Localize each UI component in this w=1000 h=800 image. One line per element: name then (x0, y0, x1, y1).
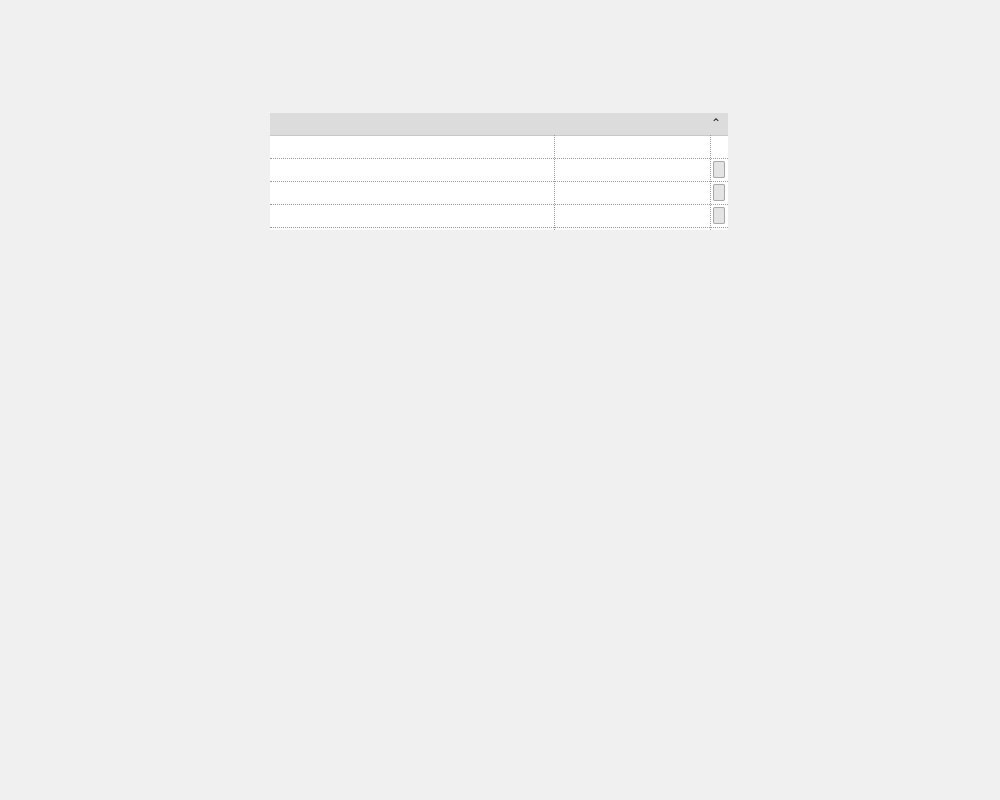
double-chevron-up-icon[interactable]: ⌃ (710, 116, 722, 130)
